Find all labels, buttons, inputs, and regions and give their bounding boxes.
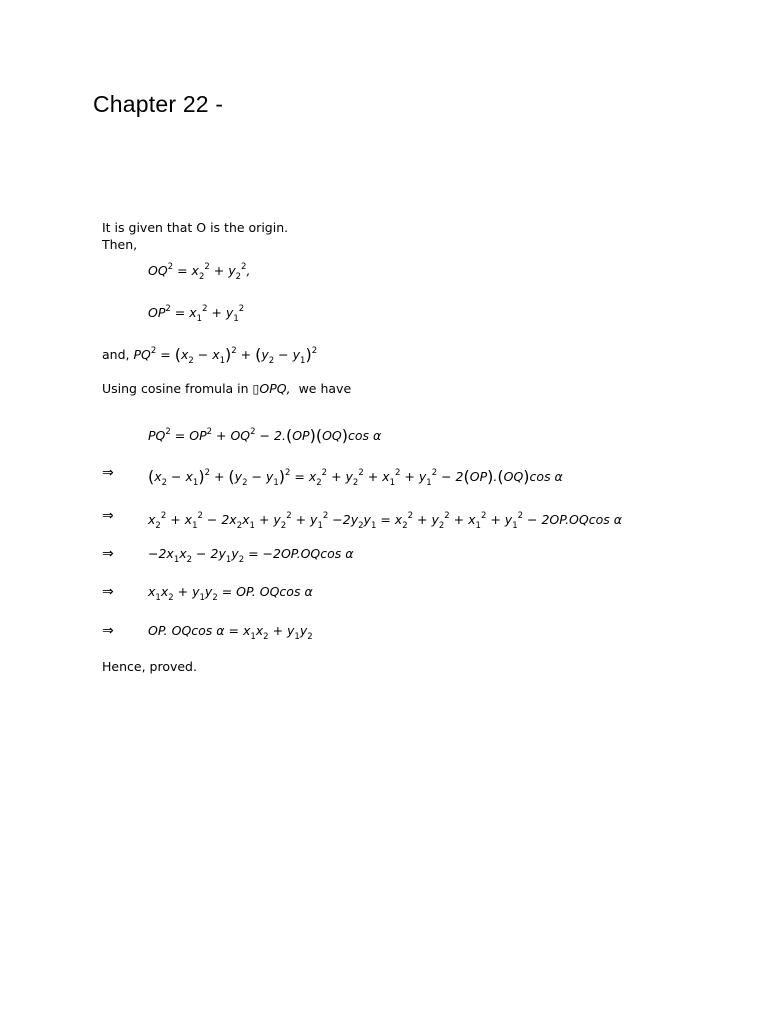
equation-pq-squared: and, $PQ^2 = (x_2 - x_1)^2 + (y_2 - y_1)^2$: [102, 345, 318, 366]
implies-arrow: ⇒: [102, 584, 114, 600]
implies-arrow: ⇒: [102, 623, 114, 639]
implies-arrow: ⇒: [102, 546, 114, 562]
conclusion-line: Hence, proved.: [102, 659, 197, 674]
step-divide: $x_1x_2 + y_1y_2$ = OP. OQcos α: [148, 584, 313, 603]
implies-arrow: ⇒: [102, 465, 114, 481]
then-line: Then,: [102, 237, 138, 252]
step-cancel-terms: $-2x_1x_2 - 2y_1y_2 = -2OP.OQcos$ α: [148, 546, 354, 565]
step-result: OP. OQcos $\alpha = x_1x_2 + y_1y_2$: [148, 623, 313, 642]
implies-arrow: ⇒: [102, 508, 114, 524]
cosine-rule-equation: $PQ^2 = OP^2 + OQ^2 - 2.(OP)(OQ)\cos$ α: [148, 426, 382, 445]
equation-oq-squared: $OQ^2 = x_2^2 + y_2^2$,: [148, 262, 251, 282]
equation-op-squared: $OP^2 = x_1^2 + y_1^2$: [148, 304, 245, 324]
page-title: Chapter 22 -: [93, 91, 224, 117]
step-expanded-squares: $x_2^2 + x_1^2 - 2x_2x_1 + y_2^2 + y_1^2 -2y_2y_1 = x_2^2 + y_2^2 + x_1^2 + y_1^2 - 2OP.OQcos$ α: [148, 511, 622, 531]
step-expand-equation: $(x_2 - x_1)^2 + (y_2 - y_1)^2 = x_2^2 + y_2^2 + x_1^2 + y_1^2 - 2(OP).(OQ)\cos$ α: [148, 467, 563, 488]
statement-line: It is given that O is the origin.: [102, 220, 289, 235]
cosine-formula-intro: Using cosine fromula in ▯OPQ, we have: [102, 381, 352, 396]
